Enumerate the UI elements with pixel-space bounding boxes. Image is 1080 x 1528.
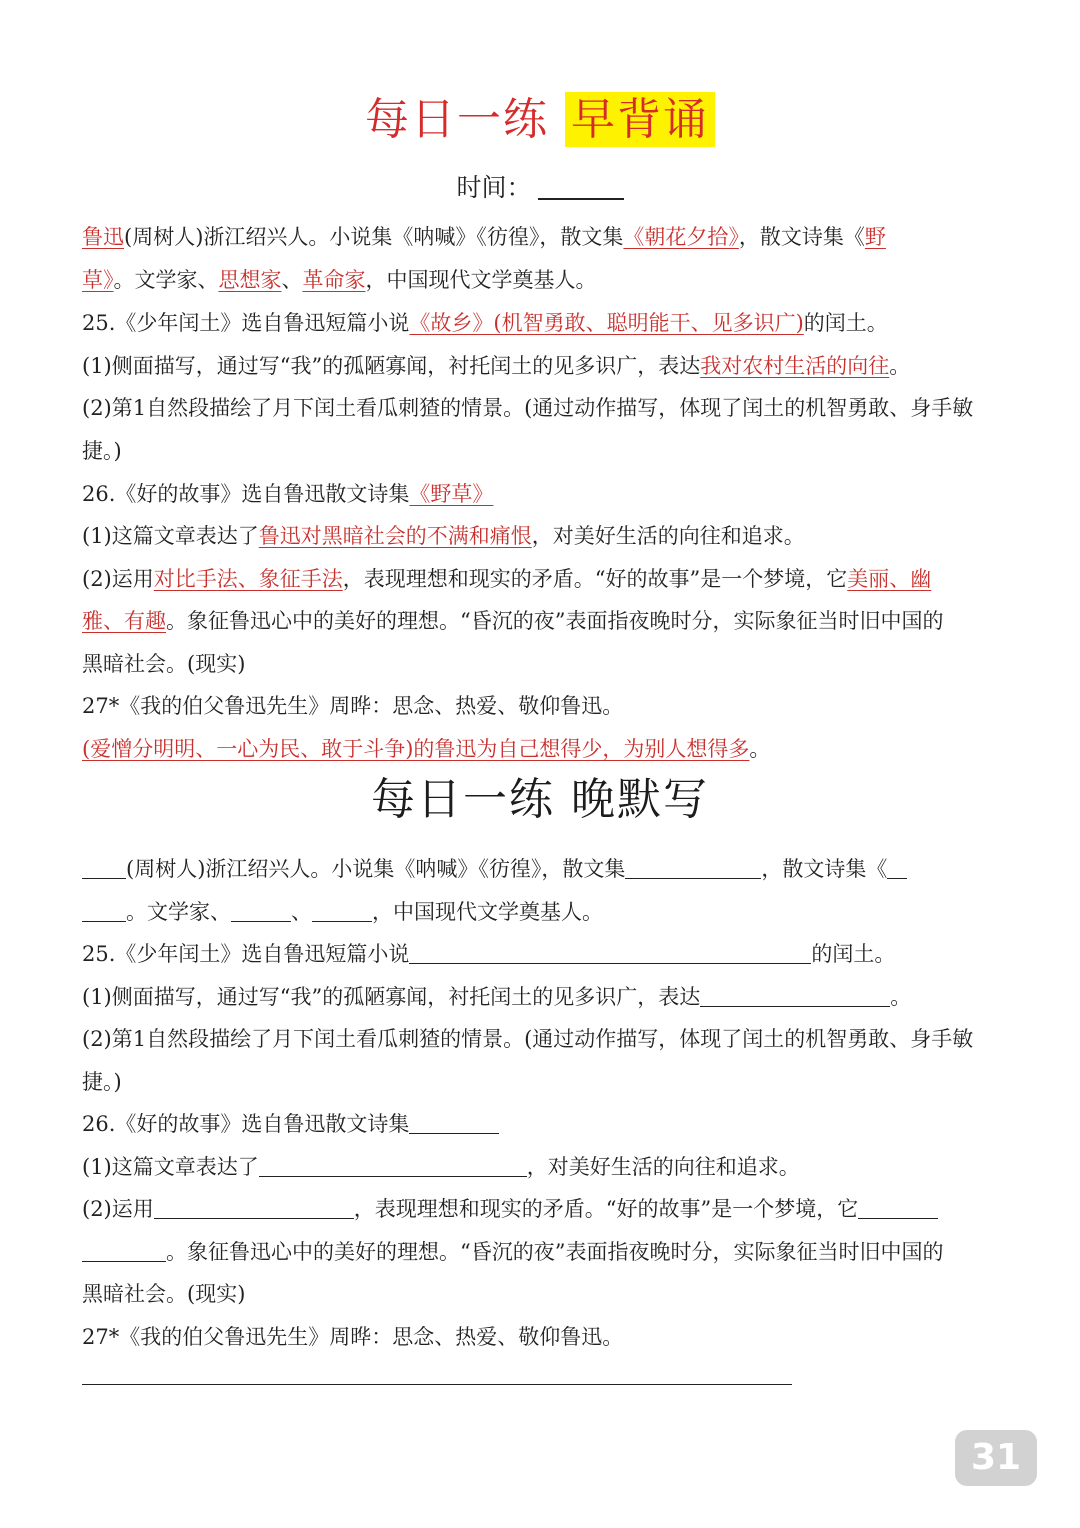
time-label: 时间： (456, 173, 532, 202)
morning-line-2 (82, 265, 1002, 295)
text: 。文学家、 (113, 268, 219, 292)
morning-line-9 (82, 564, 1002, 594)
evening-line-12: 27*《我的伯父鲁迅先生》周晔：思念、热爱、敬仰鲁迅。 (82, 1325, 624, 1349)
morning-line-4 (82, 351, 1002, 381)
text: 的闰土。 (811, 942, 896, 966)
time-row (0, 170, 1080, 206)
text: ，散文诗集《 (738, 225, 865, 249)
answer-ye: 野 (864, 225, 886, 249)
text: 。 (890, 985, 912, 1009)
text: (周树人)浙江绍兴人。小说集《呐喊》《彷徨》，散文集 (126, 857, 626, 881)
blank-xiangwang[interactable] (700, 984, 890, 1007)
text: 26.《好的故事》选自鲁迅散文诗集 (82, 482, 410, 506)
blank-role-1[interactable] (231, 899, 291, 922)
answer-shoufa: 对比手法、象征手法 (153, 567, 343, 591)
blank-meili-b[interactable] (82, 1239, 166, 1262)
morning-line-13 (82, 734, 1002, 764)
morning-title-highlight: 早背诵 (565, 92, 715, 147)
evening-line-11: 黑暗社会。(现实) (82, 1282, 246, 1306)
text: ，表现理想和现实的矛盾。“好的故事”是一个梦境，它 (342, 567, 848, 591)
text: ，中国现代文学奠基人。 (372, 900, 603, 924)
blank-role-2[interactable] (312, 899, 372, 922)
text: ，表现理想和现实的矛盾。“好的故事”是一个梦境，它 (353, 1197, 859, 1221)
answer-zhaohua: 《朝花夕拾》 (623, 225, 739, 249)
text: (2)运用 (82, 567, 154, 591)
evening-line-3 (82, 939, 1002, 969)
answer-line-27[interactable] (82, 1384, 792, 1385)
text: 、 (281, 268, 303, 292)
evening-title: 每日一练 晚默写 (371, 774, 709, 825)
text: 、 (291, 900, 312, 924)
answer-weibieren: 为自己想得少，为别人想得多 (476, 737, 750, 761)
text: (1)侧面描写，通过写“我”的孤陋寡闻，衬托闰土的见多识广，表达 (82, 985, 701, 1009)
morning-line-12: 27*《我的伯父鲁迅先生》周晔：思念、热爱、敬仰鲁迅。 (82, 694, 624, 718)
blank-yecao[interactable] (409, 1111, 499, 1134)
text: ，对美好生活的向往和追求。 (531, 524, 805, 548)
morning-title-main: 每日一练 (365, 94, 565, 145)
evening-line-7 (82, 1109, 1002, 1139)
text: (1)侧面描写，通过写“我”的孤陋寡闻，衬托闰土的见多识广，表达 (82, 354, 701, 378)
blank-name[interactable] (82, 856, 126, 879)
text: 25.《少年闰土》选自鲁迅短篇小说 (82, 942, 410, 966)
answer-luxun: 鲁迅 (82, 225, 124, 249)
blank-prose[interactable] (625, 856, 761, 879)
blank-tonghen[interactable] (259, 1154, 527, 1177)
blank-meili-a[interactable] (858, 1196, 938, 1219)
evening-line-5: (2)第1自然段描绘了月下闰土看瓜刺猹的情景。(通过动作描写，体现了闰土的机智勇敢、身手敏 (82, 1027, 974, 1051)
answer-youqu: 雅、有趣 (82, 609, 166, 633)
text: ，中国现代文学奠基人。 (365, 268, 597, 292)
answer-gemingjia: 革命家 (302, 268, 366, 292)
evening-line-2 (82, 897, 1002, 927)
text: (1)这篇文章表达了 (82, 1155, 259, 1179)
evening-line-9 (82, 1194, 1002, 1224)
morning-line-7 (82, 479, 1002, 509)
answer-meili: 美丽、幽 (847, 567, 932, 591)
evening-line-10 (82, 1237, 1002, 1267)
blank-guxiang[interactable] (409, 941, 811, 964)
answer-yecao: 《野草》 (409, 482, 494, 506)
answer-tonghen: 鲁迅对黑暗社会的不满和痛恨 (258, 524, 532, 548)
text: 的闰土。 (803, 311, 888, 335)
blank-poem-b[interactable] (82, 899, 126, 922)
text: 。象征鲁迅心中的美好的理想。“昏沉的夜”表面指夜晚时分，实际象征当时旧中国的 (166, 1240, 944, 1264)
morning-line-10 (82, 606, 1002, 636)
morning-line-3 (82, 308, 1002, 338)
answer-traits: (爱憎分明明、一心为民、敢于斗争)的鲁迅 (82, 737, 477, 761)
blank-shoufa[interactable] (154, 1196, 354, 1219)
morning-line-5: (2)第1自然段描绘了月下闰土看瓜刺猹的情景。(通过动作描写，体现了闰土的机智勇敢、身手敏 (82, 396, 974, 420)
answer-cao: 草》 (82, 268, 114, 292)
evening-line-1 (82, 854, 1002, 884)
answer-guxiang: 《故乡》 (409, 311, 494, 335)
text: (2)运用 (82, 1197, 154, 1221)
page-number-badge: 31 (955, 1430, 1037, 1486)
answer-sixiangjia: 思想家 (218, 268, 282, 292)
evening-line-4 (82, 982, 1002, 1012)
text: ，对美好生活的向往和追求。 (526, 1155, 800, 1179)
evening-line-6: 捷。) (82, 1070, 122, 1094)
text: 。象征鲁迅心中的美好的理想。“昏沉的夜”表面指夜晚时分，实际象征当时旧中国的 (166, 609, 944, 633)
time-blank[interactable] (538, 172, 624, 200)
text: 25.《少年闰土》选自鲁迅短篇小说 (82, 311, 410, 335)
morning-line-11: 黑暗社会。(现实) (82, 652, 246, 676)
morning-line-1 (82, 222, 1002, 252)
morning-line-8 (82, 521, 1002, 551)
blank-poem-a[interactable] (887, 856, 907, 879)
text: 26.《好的故事》选自鲁迅散文诗集 (82, 1112, 410, 1136)
answer-xiangwang: 我对农村生活的向往 (700, 354, 890, 378)
text: 。文学家、 (126, 900, 231, 924)
evening-line-8 (82, 1152, 1002, 1182)
text: 。 (889, 354, 911, 378)
text: (周树人)浙江绍兴人。小说集《呐喊》《彷徨》，散文集 (124, 225, 624, 249)
text: ，散文诗集《 (761, 857, 888, 881)
morning-title (0, 92, 1080, 148)
text: (1)这篇文章表达了 (82, 524, 259, 548)
answer-runtu-traits: (机智勇敢、聪明能干、见多识广) (493, 311, 804, 335)
morning-line-6: 捷。) (82, 439, 122, 463)
text: 。 (749, 737, 771, 761)
